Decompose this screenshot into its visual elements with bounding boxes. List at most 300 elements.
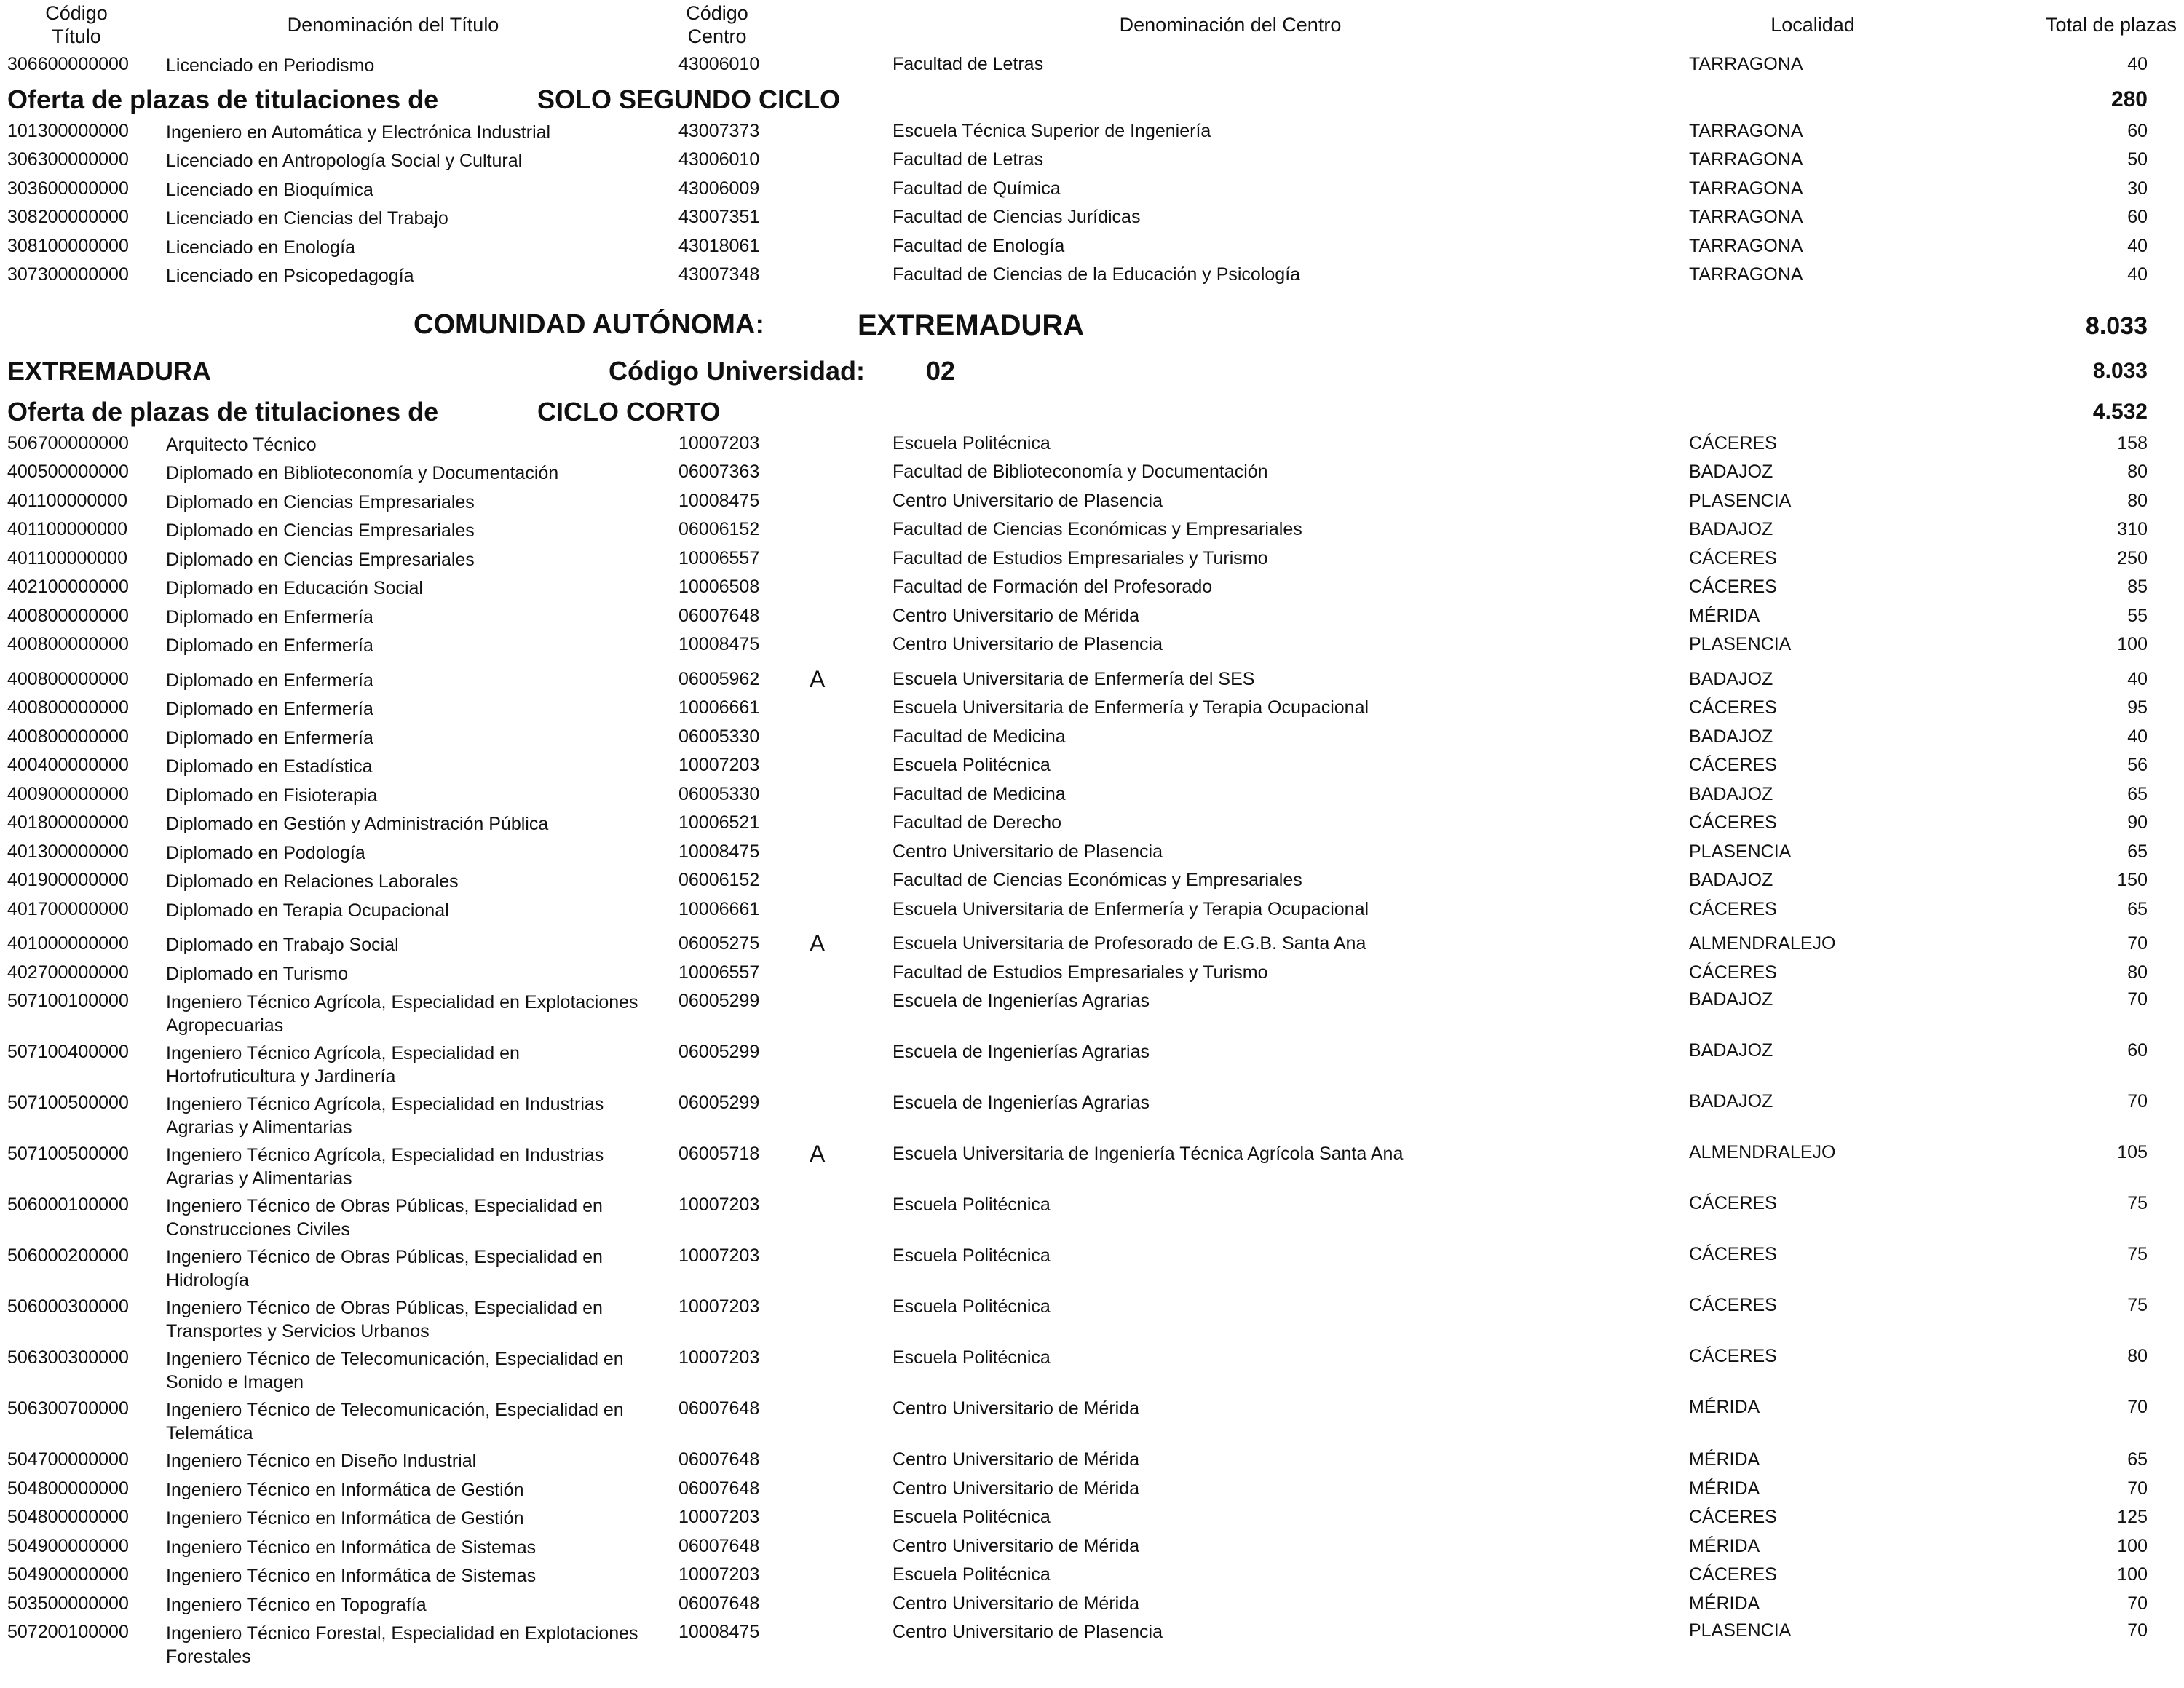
table-row xyxy=(0,1505,2184,1534)
denominacion-titulo: Ingeniero Técnico en Informática de Sistemas xyxy=(166,1566,537,1586)
codigo-centro: 43007351 xyxy=(678,207,760,227)
codigo-centro: 06007648 xyxy=(678,1593,760,1614)
localidad: TARRAGONA xyxy=(1689,235,1803,256)
codigo-titulo: 507100500000 xyxy=(7,1144,129,1164)
codigo-titulo: 503500000000 xyxy=(7,1593,129,1614)
table-row xyxy=(0,604,2184,633)
localidad: CÁCERES xyxy=(1689,432,1777,453)
codigo-centro: 06005299 xyxy=(678,991,760,1011)
table-row xyxy=(0,932,2184,961)
table-row xyxy=(0,263,2184,292)
codigo-centro: 06006152 xyxy=(678,519,760,539)
total-plazas: 158 xyxy=(2117,432,2148,453)
denominacion-titulo: Licenciado en Enología xyxy=(166,237,355,258)
comunidad-total: 8.033 xyxy=(2085,312,2148,340)
codigo-titulo: 507100500000 xyxy=(7,1093,129,1113)
total-plazas: 80 xyxy=(2127,461,2148,482)
total-plazas: 125 xyxy=(2117,1507,2148,1527)
table-row xyxy=(0,782,2184,812)
denominacion-centro: Facultad de Estudios Empresariales y Turismo xyxy=(893,962,1268,983)
codigo-titulo: 401800000000 xyxy=(7,812,129,833)
codigo-titulo: 507100400000 xyxy=(7,1042,129,1062)
denominacion-centro: Facultad de Ciencias Económicas y Empresariales xyxy=(893,519,1302,539)
denominacion-titulo: Diplomado en Educación Social xyxy=(166,578,423,598)
localidad: CÁCERES xyxy=(1689,1295,1777,1315)
denominacion-centro: Escuela Universitaria de Profesorado de E.G.B. Santa Ana xyxy=(893,933,1366,954)
localidad: PLASENCIA xyxy=(1689,634,1792,654)
denominacion-titulo: Arquitecto Técnico xyxy=(166,434,317,455)
denominacion-centro: Escuela de Ingenierías Agrarias xyxy=(893,1042,1150,1062)
localidad: PLASENCIA xyxy=(1689,1620,1792,1641)
denominacion-centro: Centro Universitario de Plasencia xyxy=(893,634,1163,654)
total-plazas: 60 xyxy=(2127,1040,2148,1061)
codigo-titulo: 506300700000 xyxy=(7,1398,129,1419)
denominacion-centro: Facultad de Formación del Profesorado xyxy=(893,576,1213,597)
total-plazas: 56 xyxy=(2127,755,2148,775)
denominacion-centro: Escuela Técnica Superior de Ingeniería xyxy=(893,120,1211,141)
total-plazas: 75 xyxy=(2127,1193,2148,1213)
total-plazas: 80 xyxy=(2127,490,2148,511)
denominacion-titulo: Diplomado en Ciencias Empresariales xyxy=(166,520,475,541)
denominacion-titulo: Ingeniero Técnico de Obras Públicas, Especialidad en Transportes y Servicios Urbanos xyxy=(166,1298,603,1342)
table-row xyxy=(0,633,2184,662)
localidad: CÁCERES xyxy=(1689,576,1777,597)
codigo-centro: 06005299 xyxy=(678,1042,760,1062)
codigo-titulo: 308200000000 xyxy=(7,207,129,227)
codigo-titulo: 506300300000 xyxy=(7,1347,129,1368)
total-plazas: 65 xyxy=(2127,783,2148,804)
codigo-centro: 10007203 xyxy=(678,1347,760,1368)
codigo-titulo: 401000000000 xyxy=(7,933,129,954)
localidad: BADAJOZ xyxy=(1689,1040,1773,1061)
section-solo-segundo-ciclo xyxy=(0,82,2184,119)
denominacion-centro: Facultad de Biblioteconomía y Documentación xyxy=(893,461,1268,482)
codigo-titulo: 504700000000 xyxy=(7,1449,129,1470)
denominacion-titulo: Licenciado en Antropología Social y Cultural xyxy=(166,151,523,171)
header-localidad: Localidad xyxy=(1770,14,1855,36)
codigo-titulo: 402100000000 xyxy=(7,576,129,597)
codigo-centro: 06005330 xyxy=(678,726,760,747)
localidad: ALMENDRALEJO xyxy=(1689,1142,1836,1162)
table-row xyxy=(0,1534,2184,1564)
denominacion-titulo: Ingeniero Técnico Agrícola, Especialidad en Explotaciones Agropecuarias xyxy=(166,992,638,1036)
codigo-centro: 10008475 xyxy=(678,634,760,654)
denominacion-titulo: Ingeniero Técnico de Telecomunicación, Especialidad en Telemática xyxy=(166,1400,624,1443)
localidad: BADAJOZ xyxy=(1689,668,1773,689)
table-row xyxy=(0,234,2184,263)
total-plazas: 105 xyxy=(2117,1142,2148,1162)
table-row xyxy=(0,989,2184,1040)
codigo-centro: 06005718 xyxy=(678,1144,760,1164)
table-row xyxy=(0,1477,2184,1506)
table-row xyxy=(0,148,2184,177)
codigo-titulo: 400800000000 xyxy=(7,605,129,626)
denominacion-centro: Centro Universitario de Mérida xyxy=(893,1449,1140,1470)
codigo-titulo: 504800000000 xyxy=(7,1478,129,1499)
denominacion-titulo: Diplomado en Podología xyxy=(166,842,365,863)
localidad: CÁCERES xyxy=(1689,697,1777,718)
localidad: MÉRIDA xyxy=(1689,1449,1760,1470)
localidad: BADAJOZ xyxy=(1689,783,1773,804)
total-plazas: 75 xyxy=(2127,1295,2148,1315)
codigo-centro: 10007203 xyxy=(678,1194,760,1215)
localidad: BADAJOZ xyxy=(1689,989,1773,1010)
denominacion-centro: Centro Universitario de Mérida xyxy=(893,1593,1140,1614)
denominacion-centro: Facultad de Ciencias Jurídicas xyxy=(893,207,1141,227)
total-plazas: 40 xyxy=(2127,235,2148,256)
denominacion-centro: Facultad de Letras xyxy=(893,149,1044,170)
codigo-centro: 06006152 xyxy=(678,870,760,890)
denominacion-centro: Facultad de Letras xyxy=(893,54,1044,74)
header-total-plazas: Total de plazas xyxy=(2045,14,2177,36)
comunidad-name: EXTREMADURA xyxy=(858,309,1085,341)
codigo-centro: 06007648 xyxy=(678,1449,760,1470)
denominacion-titulo: Diplomado en Turismo xyxy=(166,963,349,984)
table-body xyxy=(0,51,2184,1671)
denominacion-centro: Escuela Politécnica xyxy=(893,1564,1051,1585)
denominacion-centro: Escuela Politécnica xyxy=(893,1507,1051,1527)
total-plazas: 30 xyxy=(2127,178,2148,199)
codigo-centro: 43007373 xyxy=(678,120,760,141)
denominacion-titulo: Ingeniero Técnico de Obras Públicas, Especialidad en Construcciones Civiles xyxy=(166,1196,603,1240)
header-codigo-centro-line2: Centro xyxy=(687,25,747,47)
section-type: CICLO CORTO xyxy=(537,396,721,427)
table-row xyxy=(0,177,2184,206)
codigo-titulo: 507100100000 xyxy=(7,991,129,1011)
denominacion-centro: Centro Universitario de Mérida xyxy=(893,1478,1140,1499)
table-row xyxy=(0,1193,2184,1244)
table-row xyxy=(0,868,2184,898)
denominacion-titulo: Ingeniero Técnico de Obras Públicas, Especialidad en Hidrología xyxy=(166,1247,603,1291)
codigo-centro: 10008475 xyxy=(678,1622,760,1642)
codigo-titulo: 506000300000 xyxy=(7,1296,129,1317)
table-row xyxy=(0,547,2184,576)
codigo-titulo: 507200100000 xyxy=(7,1622,129,1642)
codigo-centro: 10008475 xyxy=(678,841,760,862)
denominacion-titulo: Diplomado en Enfermería xyxy=(166,670,373,691)
table-row xyxy=(0,1295,2184,1346)
denominacion-titulo: Diplomado en Enfermería xyxy=(166,727,373,748)
denominacion-titulo: Diplomado en Estadística xyxy=(166,756,373,777)
denominacion-titulo: Ingeniero Técnico Forestal, Especialidad en Explotaciones Forestales xyxy=(166,1623,638,1667)
localidad: ALMENDRALEJO xyxy=(1689,933,1836,954)
codigo-centro: 10006661 xyxy=(678,898,760,919)
localidad: TARRAGONA xyxy=(1689,264,1803,285)
codigo-centro: 43007348 xyxy=(678,264,760,285)
codigo-titulo: 401100000000 xyxy=(7,519,127,539)
total-plazas: 65 xyxy=(2127,898,2148,919)
codigo-titulo: 400400000000 xyxy=(7,755,129,775)
denominacion-titulo: Ingeniero Técnico Agrícola, Especialidad en Industrias Agrarias y Alimentarias xyxy=(166,1094,604,1138)
localidad: PLASENCIA xyxy=(1689,490,1792,511)
codigo-centro: 06005275 xyxy=(678,933,760,954)
localidad: CÁCERES xyxy=(1689,898,1777,919)
total-plazas: 100 xyxy=(2117,1564,2148,1585)
comunidad-autonoma-row xyxy=(0,302,2184,349)
table-row xyxy=(0,725,2184,754)
table-row xyxy=(0,1448,2184,1477)
codigo-titulo: 400800000000 xyxy=(7,634,129,654)
codigo-titulo: 506000100000 xyxy=(7,1194,129,1215)
universidad-total: 8.033 xyxy=(2092,358,2148,383)
denominacion-titulo: Diplomado en Enfermería xyxy=(166,699,373,719)
denominacion-centro: Facultad de Enología xyxy=(893,235,1065,256)
total-plazas: 70 xyxy=(2127,933,2148,954)
codigo-centro: 10006508 xyxy=(678,576,760,597)
total-plazas: 60 xyxy=(2127,207,2148,227)
codigo-centro: 06007648 xyxy=(678,1398,760,1419)
codigo-titulo: 306600000000 xyxy=(7,54,129,74)
header-codigo-titulo-line1: Código xyxy=(45,2,108,24)
total-plazas: 70 xyxy=(2127,1091,2148,1112)
localidad: TARRAGONA xyxy=(1689,178,1803,199)
codigo-titulo: 307300000000 xyxy=(7,264,129,285)
header-codigo-centro-line1: Código xyxy=(686,2,748,24)
table-row xyxy=(0,898,2184,927)
universidad-row xyxy=(0,349,2184,394)
total-plazas: 150 xyxy=(2117,870,2148,890)
header-denominacion-centro: Denominación del Centro xyxy=(1119,14,1342,36)
denominacion-centro: Centro Universitario de Plasencia xyxy=(893,841,1163,862)
total-plazas: 70 xyxy=(2127,1478,2148,1499)
codigo-titulo: 400800000000 xyxy=(7,697,129,718)
total-plazas: 55 xyxy=(2127,605,2148,626)
localidad: CÁCERES xyxy=(1689,1346,1777,1366)
denominacion-centro: Centro Universitario de Plasencia xyxy=(893,1622,1163,1642)
codigo-centro: 10007203 xyxy=(678,755,760,775)
codigo-centro: 06007648 xyxy=(678,1535,760,1556)
total-plazas: 70 xyxy=(2127,1593,2148,1614)
localidad: MÉRIDA xyxy=(1689,1397,1760,1417)
denominacion-centro: Centro Universitario de Plasencia xyxy=(893,490,1163,511)
table-row xyxy=(0,1244,2184,1295)
localidad: MÉRIDA xyxy=(1689,1535,1760,1556)
denominacion-titulo: Diplomado en Ciencias Empresariales xyxy=(166,491,475,512)
localidad: TARRAGONA xyxy=(1689,207,1803,227)
section-label: Oferta de plazas de titulaciones de xyxy=(7,396,439,427)
table-row xyxy=(0,52,2184,82)
localidad: TARRAGONA xyxy=(1689,54,1803,74)
denominacion-centro: Centro Universitario de Mérida xyxy=(893,605,1140,626)
localidad: TARRAGONA xyxy=(1689,149,1803,170)
denominacion-titulo: Ingeniero Técnico en Informática de Sistemas xyxy=(166,1537,537,1558)
denominacion-centro: Centro Universitario de Mérida xyxy=(893,1398,1140,1419)
table-row xyxy=(0,205,2184,234)
codigo-titulo: 401300000000 xyxy=(7,841,129,862)
table-header xyxy=(0,0,2184,52)
total-plazas: 95 xyxy=(2127,697,2148,718)
codigo-titulo: 401700000000 xyxy=(7,898,129,919)
codigo-titulo: 402700000000 xyxy=(7,962,129,983)
section-ciclo-corto xyxy=(0,394,2184,432)
codigo-centro: 43018061 xyxy=(678,235,760,256)
total-plazas: 85 xyxy=(2127,576,2148,597)
codigo-titulo: 504900000000 xyxy=(7,1535,129,1556)
total-plazas: 80 xyxy=(2127,962,2148,983)
denominacion-titulo: Licenciado en Psicopedagogía xyxy=(166,266,414,286)
denominacion-centro: Escuela Universitaria de Enfermería del SES xyxy=(893,668,1255,689)
header-denominacion-titulo: Denominación del Título xyxy=(287,14,499,36)
total-plazas: 310 xyxy=(2117,519,2148,539)
total-plazas: 70 xyxy=(2127,1620,2148,1641)
codigo-centro: 43006009 xyxy=(678,178,760,199)
total-plazas: 50 xyxy=(2127,149,2148,170)
codigo-centro: 10007203 xyxy=(678,1564,760,1585)
codigo-centro: 43006010 xyxy=(678,149,760,170)
header-codigo-titulo xyxy=(29,1,124,48)
denominacion-centro: Facultad de Medicina xyxy=(893,783,1066,804)
section-total: 280 xyxy=(2110,87,2148,111)
codigo-titulo: 303600000000 xyxy=(7,178,129,199)
comunidad-label: COMUNIDAD AUTÓNOMA: xyxy=(414,309,764,340)
localidad: BADAJOZ xyxy=(1689,461,1773,482)
denominacion-titulo: Diplomado en Trabajo Social xyxy=(166,935,399,955)
table-row xyxy=(0,667,2184,697)
denominacion-centro: Centro Universitario de Mérida xyxy=(893,1535,1140,1556)
table-row xyxy=(0,1142,2184,1193)
codigo-titulo: 400500000000 xyxy=(7,461,129,482)
table-row xyxy=(0,460,2184,489)
denominacion-titulo: Diplomado en Biblioteconomía y Documentación xyxy=(166,463,559,483)
localidad: CÁCERES xyxy=(1689,812,1777,833)
denominacion-titulo: Diplomado en Relaciones Laborales xyxy=(166,871,459,892)
denominacion-centro: Escuela Politécnica xyxy=(893,1194,1051,1215)
codigo-centro: 10007203 xyxy=(678,1245,760,1266)
codigo-centro: 10008475 xyxy=(678,490,760,511)
total-plazas: 100 xyxy=(2117,634,2148,654)
section-total: 4.532 xyxy=(2092,399,2148,424)
denominacion-titulo: Ingeniero en Automática y Electrónica Industrial xyxy=(166,122,551,143)
section-label: Oferta de plazas de titulaciones de xyxy=(7,84,439,114)
denominacion-titulo: Ingeniero Técnico en Informática de Gestión xyxy=(166,1508,524,1529)
codigo-titulo: 101300000000 xyxy=(7,120,129,141)
total-plazas: 75 xyxy=(2127,1244,2148,1264)
denominacion-centro: Escuela Universitaria de Enfermería y Terapia Ocupacional xyxy=(893,898,1369,919)
codigo-titulo: 400800000000 xyxy=(7,726,129,747)
denominacion-titulo: Diplomado en Ciencias Empresariales xyxy=(166,549,475,570)
codigo-titulo: 504900000000 xyxy=(7,1564,129,1585)
codigo-titulo: 401900000000 xyxy=(7,870,129,890)
table-row xyxy=(0,1091,2184,1142)
localidad: BADAJOZ xyxy=(1689,726,1773,747)
table-row xyxy=(0,961,2184,990)
table-row xyxy=(0,1346,2184,1397)
table-row xyxy=(0,840,2184,869)
table-row xyxy=(0,575,2184,604)
flag-marker: A xyxy=(810,930,826,956)
total-plazas: 80 xyxy=(2127,1346,2148,1366)
codigo-centro: 43006010 xyxy=(678,54,760,74)
denominacion-centro: Facultad de Química xyxy=(893,178,1061,199)
codigo-titulo: 306300000000 xyxy=(7,149,129,170)
codigo-centro: 10006557 xyxy=(678,962,760,983)
denominacion-centro: Escuela Universitaria de Enfermería y Terapia Ocupacional xyxy=(893,697,1369,718)
codigo-centro: 10006661 xyxy=(678,697,760,718)
universidad-code: 02 xyxy=(926,355,956,386)
localidad: CÁCERES xyxy=(1689,755,1777,775)
localidad: CÁCERES xyxy=(1689,1193,1777,1213)
localidad: CÁCERES xyxy=(1689,547,1777,568)
total-plazas: 65 xyxy=(2127,841,2148,862)
denominacion-titulo: Licenciado en Bioquímica xyxy=(166,179,373,200)
denominacion-titulo: Diplomado en Terapia Ocupacional xyxy=(166,900,449,921)
codigo-centro: 10007203 xyxy=(678,1296,760,1317)
section-type: SOLO SEGUNDO CICLO xyxy=(537,84,841,114)
codigo-titulo: 506000200000 xyxy=(7,1245,129,1266)
denominacion-titulo: Licenciado en Ciencias del Trabajo xyxy=(166,208,448,229)
codigo-titulo: 308100000000 xyxy=(7,235,129,256)
codigo-centro: 06007363 xyxy=(678,461,760,482)
codigo-centro: 10007203 xyxy=(678,1507,760,1527)
localidad: PLASENCIA xyxy=(1689,841,1792,862)
localidad: BADAJOZ xyxy=(1689,870,1773,890)
denominacion-centro: Escuela Politécnica xyxy=(893,1245,1051,1266)
denominacion-centro: Escuela Politécnica xyxy=(893,755,1051,775)
denominacion-titulo: Ingeniero Técnico Agrícola, Especialidad en Industrias Agrarias y Alimentarias xyxy=(166,1145,604,1189)
total-plazas: 70 xyxy=(2127,989,2148,1010)
codigo-centro: 06007648 xyxy=(678,605,760,626)
denominacion-centro: Facultad de Derecho xyxy=(893,812,1062,833)
flag-marker: A xyxy=(810,665,826,692)
header-codigo-centro xyxy=(670,1,764,48)
denominacion-titulo: Diplomado en Fisioterapia xyxy=(166,785,378,806)
localidad: CÁCERES xyxy=(1689,962,1777,983)
total-plazas: 40 xyxy=(2127,726,2148,747)
localidad: MÉRIDA xyxy=(1689,605,1760,626)
localidad: BADAJOZ xyxy=(1689,519,1773,539)
universidad-name: EXTREMADURA xyxy=(7,355,212,386)
table-row xyxy=(0,1592,2184,1621)
localidad: BADAJOZ xyxy=(1689,1091,1773,1112)
denominacion-centro: Facultad de Medicina xyxy=(893,726,1066,747)
localidad: CÁCERES xyxy=(1689,1507,1777,1527)
codigo-centro: 06005330 xyxy=(678,783,760,804)
table-row xyxy=(0,696,2184,725)
table-row xyxy=(0,753,2184,782)
localidad: CÁCERES xyxy=(1689,1244,1777,1264)
total-plazas: 40 xyxy=(2127,54,2148,74)
denominacion-titulo: Ingeniero Técnico en Diseño Industrial xyxy=(166,1451,477,1471)
table-row xyxy=(0,119,2184,148)
codigo-centro: 06005299 xyxy=(678,1093,760,1113)
denominacion-titulo: Ingeniero Técnico en Informática de Gestión xyxy=(166,1479,524,1500)
flag-marker: A xyxy=(810,1141,826,1167)
table-row xyxy=(0,432,2184,461)
table-row xyxy=(0,518,2184,547)
codigo-titulo: 400800000000 xyxy=(7,668,129,689)
codigo-titulo: 504800000000 xyxy=(7,1507,129,1527)
localidad: MÉRIDA xyxy=(1689,1593,1760,1614)
denominacion-centro: Escuela Politécnica xyxy=(893,1347,1051,1368)
universidad-label: Código Universidad: xyxy=(609,355,866,386)
codigo-titulo: 401100000000 xyxy=(7,490,127,511)
table-row xyxy=(0,1620,2184,1671)
denominacion-titulo: Diplomado en Enfermería xyxy=(166,635,373,656)
localidad: TARRAGONA xyxy=(1689,120,1803,141)
denominacion-centro: Escuela Universitaria de Ingeniería Técnica Agrícola Santa Ana xyxy=(893,1144,1404,1164)
table-row xyxy=(0,1397,2184,1448)
codigo-centro: 10006521 xyxy=(678,812,760,833)
total-plazas: 250 xyxy=(2117,547,2148,568)
codigo-titulo: 401100000000 xyxy=(7,547,127,568)
denominacion-titulo: Diplomado en Gestión y Administración Pública xyxy=(166,814,549,834)
denominacion-titulo: Diplomado en Enfermería xyxy=(166,606,373,627)
denominacion-centro: Escuela de Ingenierías Agrarias xyxy=(893,991,1150,1011)
denominacion-titulo: Licenciado en Periodismo xyxy=(166,55,375,76)
localidad: MÉRIDA xyxy=(1689,1478,1760,1499)
total-plazas: 90 xyxy=(2127,812,2148,833)
denominacion-titulo: Ingeniero Técnico en Topografía xyxy=(166,1594,427,1615)
